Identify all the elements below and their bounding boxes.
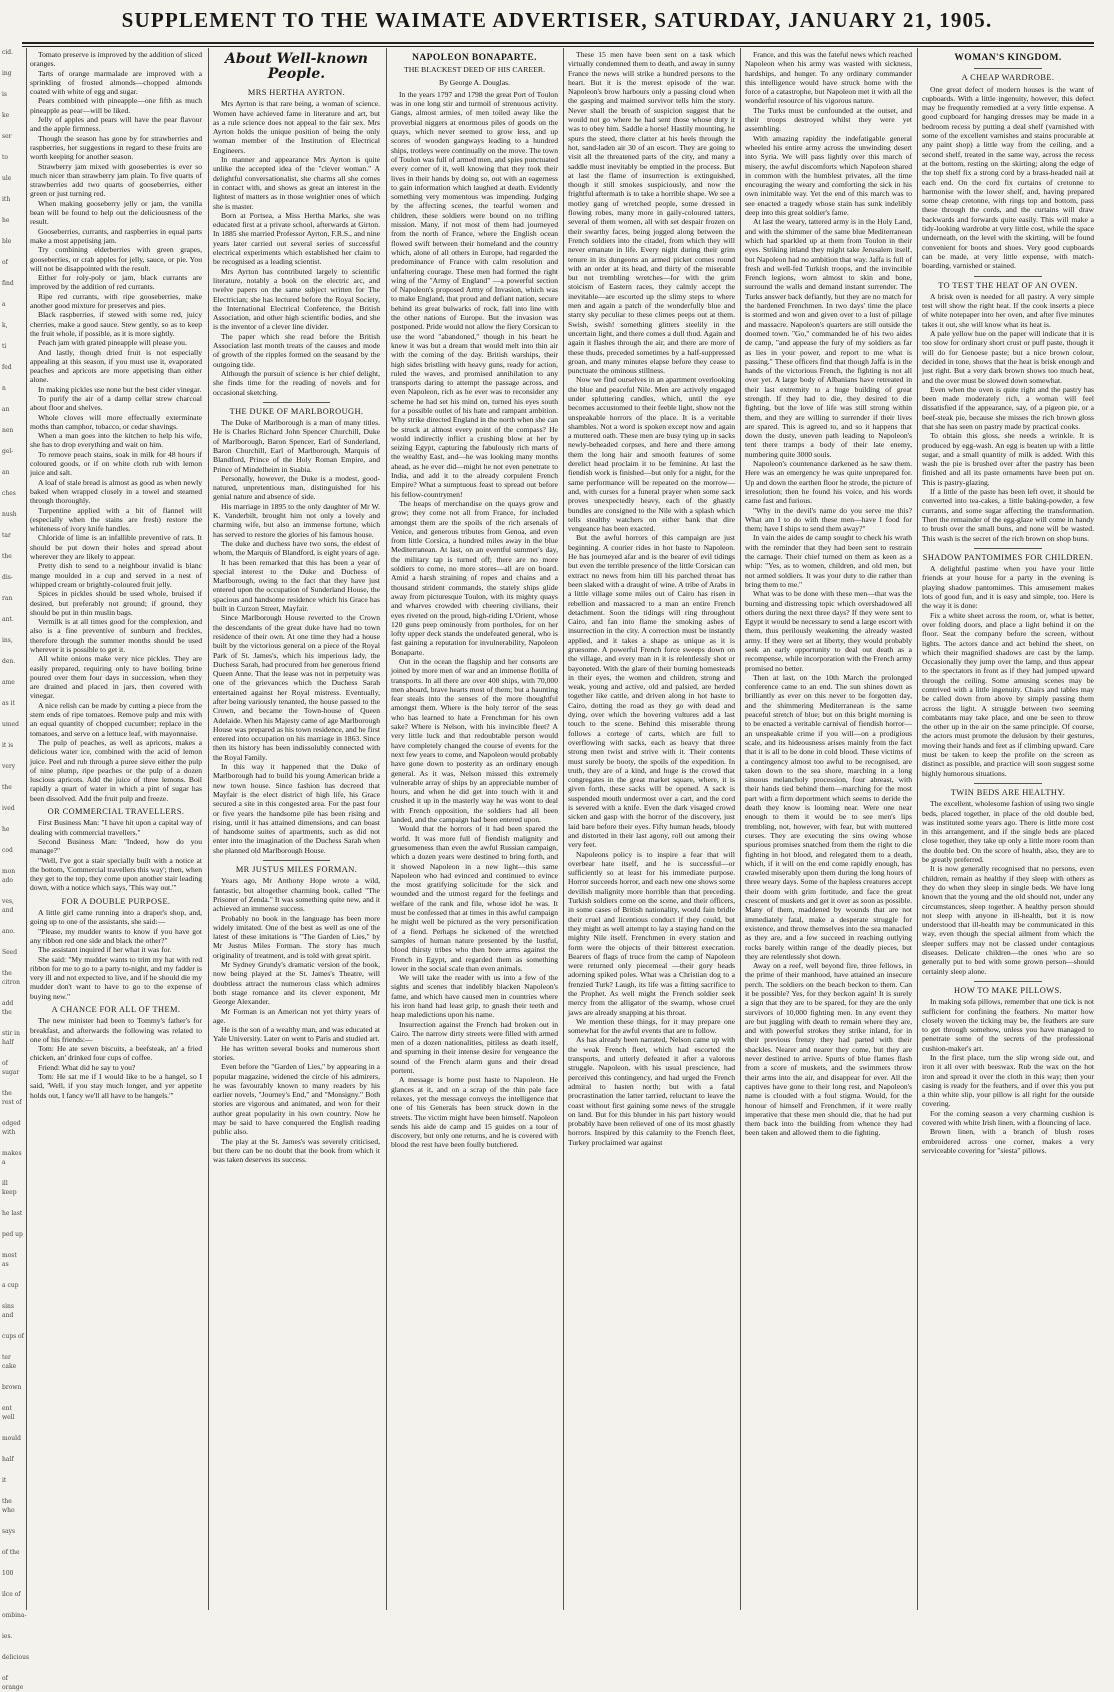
paragraph: But the awful horrors of this campaign are just beginning. A courier rides in hot haste to Napoleon. He has journeyed afar and is the bearer of evil tidings but even the terrible presence of the little Corsican can extract no news from him till his parched throat has been slaked with a draught of wine. A tribe of Arabs in a little village some miles out of Cairo has risen in rebellion and massacred to a man an entire French detachment. Soon the tidings will ring throughout Cairo, and fan into flame the smoking ashes of insurrection in the city. A correction must be instantly applied, and it takes a shape as unique as it is gruesome. A powerful French force sweeps down on the village, and every man in it is relentlessly shot or bayoneted. With the glare of their burning homesteads in their eyes, the women and children, strong and weak, young and active, old and palsied, are herded together like cattle, and driven along in hot haste to Cairo, dotting the road as they go with dead and dying, over which the hovering vultures add a last touch to the scene. Behind this miserable throng follows a cortege of carts, which are full to overflowing with sacks, each as heavy that three strong men twist and strive with it. Their contents must surely be booty, the spoils of the expedition. In truth, they are of a kind, and huge is the crowd that congregates in the great market square, where, it is given forth, these sacks will be opened. A sack is suspended mouth undermost over a cart, and the cord is severed with a knife. Even the dark visaged crowd sicken and gasp with the horror of the discovery, just laid bare before their eyes. Fifty human heads, bloody and distorted in their last agony, roll out among their very feet.	[568, 533, 735, 850]
margin-fragment: fed	[2, 364, 12, 371]
paragraph: A loaf of stale bread is almost as good as when newly baked when wrapped closely in a towel and steamed through thoroughly.	[30, 477, 202, 506]
margin-fragment: of	[2, 259, 8, 266]
margin-fragment: delicious	[2, 1654, 30, 1661]
paragraph: Mr Sydney Grundy's dramatic version of the book, now being played at the St. James's Theatre, will doubtless attract the numerous class which admires both stage romance and its clever exponent, Mr George Alexander.	[213, 960, 380, 1007]
margin-fragment: ill keep	[2, 1180, 17, 1196]
column-rule	[26, 48, 27, 1610]
margin-fragment: ant.	[2, 616, 14, 623]
paragraph: His marriage in 1895 to the only daughter of Mr W. K. Vanderbilt, brought him not only a lovely and charming wife, but also an immense fortune, which has served to restore the glories of his famous house.	[213, 501, 380, 539]
paragraph: He is the son of a wealthy man, and was educated at Yale University. Later on went to Paris and studied art.	[213, 1025, 380, 1044]
paragraph: With amazing rapidity the indefatigable general wheeled his entire army across the unwinding desert into Syria. We will pass lightly over this march of misery, the awful discomforts which Napoleon shared in common with the humblest privates, all the time encouraging the weary and comforting the sick in his own inimitable way. Yet the end of this march was to see enacted a tragedy whose stain has sunk indelibly deep into this great soldier's fame.	[745, 133, 912, 218]
margin-fragment: ves, and	[2, 898, 14, 914]
margin-fragment: nush	[2, 511, 17, 518]
paragraph: A pale yellow hue on the paper will indicate that it is too slow for ordinary short crust or puff paste, though it will do for Genoese paste; but a nice brown colour, decided in tone, shows that the heat is brisk enough and just right. But a very dark brown shows too much heat, and the over must be slowed down somewhat.	[922, 329, 1094, 385]
margin-fragment: is	[2, 91, 7, 98]
paragraph: He has written several books and numerous short stories.	[213, 1043, 380, 1062]
paragraph: In making pickles use none but the best cider vinegar.	[38, 384, 202, 394]
margin-fragment: dis-	[2, 574, 13, 581]
margin-fragment: ombina-	[2, 1612, 27, 1619]
paragraph: The heaps of merchandise on the quays grow and grow; they come not all from France, for included amongst them are the spoils of the rich arsenals of Venice, and generous tributes from Genoa, and even from little Corsica, a hundred miles away in the blue Mediterranean. At last, on an eventful summer's day, the military tap is turned off; there are no more soldiers to come, no more stores—all are on board. Amid a harsh straining of ropes and chains and a thousand strident commands, the stately ships glide away from picturesque Toulon, with its mighty quays and wharves crowded with cheering civilians, their eyes riveted on the proud, high-riding L'Orient, whose 120 guns peep ominously from portholes, for on her lofty upper deck stands the undefeated general, who is fast gaining a reputation for invulnerability, Napoleon Bonaparte.	[391, 498, 558, 657]
margin-fragment: cid.	[2, 49, 14, 56]
margin-fragment: the	[2, 784, 12, 791]
paragraph: Black raspberries, if stewed with some red, juicy cherries, make a good sauce. Stew gently, so as to keep the fruit whole, if possible, as it is more sightly.	[30, 310, 202, 338]
margin-fragment: 100	[2, 1570, 14, 1577]
margin-fragment: edged with	[2, 1120, 21, 1136]
paragraph: Tarts of orange marmalade are improved with a sprinkling of frosted almonds—chopped almonds coated with white of egg and sugar.	[30, 68, 202, 97]
byline: By George A. Douglas.	[439, 77, 510, 87]
paragraph: Insurrection against the French had broken out in Cairo. The narrow dirty streets were filled with armed men of a dozen nationalities, pitiless as death itself, and spurning in their intense desire for vengeance the sound of the French alarm guns and their dread portent.	[391, 1019, 558, 1076]
paragraph: For the coming season a very charming cushion is covered with white Irish linen, with a flouncing of lace.	[922, 1108, 1094, 1128]
margin-fragment: ent well	[2, 1405, 15, 1421]
paragraph: Fix a white sheet across the room, or, what is better, over folding doors, and place a light behind it on the floor. Seat the company before the screen, without lights. The actors dance and act behind the sheet, on which their magnified shadows are cast by the lamp. Occasionally they jump over the lamp, and thus appear to the spectators in front as if they had jumped upward through the ceiling. Some amusing scenes may be contrived with a little ingenuity. Chairs and tables may be called down from above by simply passing them across the light. A struggle between two seeming combatants may take place, and one be seen to throw the other up in the air on the same principle. Of course, the actors must promote the delusion by their gestures, moving their hands and feet as if climbing upward. Care must be taken to keep the profile on the screen as distinct as possible, and practice will soon suggest some highly humorous situations.	[922, 610, 1094, 778]
paragraph: Second Business Man: "Indeed, how do you manage?"	[30, 836, 202, 856]
section-heading: SHADOW PANTOMIMES FOR CHILDREN.	[922, 552, 1094, 562]
margin-fragment: k,	[2, 322, 8, 329]
margin-fragment: ith	[2, 196, 11, 203]
paragraph: It has been remarked that this has been a year of special interest to the Duke and Duchess of Marlborough, owing to the fact that they have just entered upon the occupation of Sunderland House, the spacious and handsome residence which his Grace has built in Curzon Street, Mayfair.	[213, 557, 380, 614]
margin-fragment: most as	[2, 1252, 17, 1268]
margin-fragment: he	[2, 826, 10, 833]
section-separator	[974, 783, 1043, 784]
left-margin-fragments	[2, 48, 30, 1691]
paragraph: In the years 1797 and 1798 the great Port of Toulon was in one long stir and turmoil of strenuous activity. Gangs, almost armies, of men toiled away like the proverbial niggers at enormous piles of goods on the quays, which never seemed to grow less, and up scores of wooden gangways leading to a hundred ships, trotleys were continually on the move. The town of Toulon was full of armed men, and spies punctuated every corner of it, well knowing that they took their lives in their hands by doing so, out with an eagerness to gain information which laughed at death. Evidently something very momentous was impending. Judging by the affecting scenes, the tearful women and children, these soldiers were bound on no trifling mission. Many, if not most of them had journeyed from the north of France, where the English ocean flowed swift between their homeland and the country which, alone of all others in Europe, had regarded the predominance of France with calm resolution and unfaltering courage. These men had formed the right wing of the "Army of England" —a powerful section of Napoleon's proposed Army of Invasion, which was to make England, that proud and defiant nation, secure behind its great bulwarks of rock, fall into line with the other nations of Europe. But the invasion was postponed. Pride would not allow the fiery Corsican to use the word "abandoned," though in his heart he knew it was but a dream that would melt into thin air with the coming of the day. British warships, their high sides bristling with heavy guns, ready for action, ruled the waves, and promised annihilation to any transports daring to attempt the passage across, and even Napoleon, rich as he ever was to reconsider any scheme he had set his mind on, turned his eyes south for a possible outlet of his hate and rampant ambition. Why strike directed England in the north when she can be struck at almost every point of the compass? He would indirectly inflict a crushing blow at her by seizing Egypt, capturing the fabulously rich marts of the wealthy East, and—he was looking many months ahead, as he ever did—might he not even penetrate to India, and add it to the already corpulent French Empire? What a sumptuous feast to spread out before his fellow-countrymen!	[391, 89, 558, 499]
paragraph: One great defect of modern houses is the want of cupboards. With a little ingenuity, however, this defect may be frequently remedied at a very little expense. A good cupboard for hanging dresses may be made in a bedroom recess by putting a deal shelf (varnished with some of the excellent varnishes and stains procurable at any paint shop) a little way from the ceiling, and a second shelf, treated in the same way, across the recess at the bottom, resting on the skirting; along the edge of the top shelf fix a strong cord by a brass-headed nail at each end. On the cord fix curtains of cretonne to harmonise with the lower shelf, and, having prepared some cheap cretonne, with rings top and bottom, pass these through the cords, and the curtains will draw backwards and forwards quite easily. This will make a tidy-looking wardrobe at very little cost, while the space underneath, on the level with the skirting, will be found convenient for boots and shoes. Very good cupboards can be made, at very little expense, with match-boarding, varnished or stained.	[922, 84, 1094, 271]
paragraph: Tom: He sat me if I would like to be a hangel, so I said, 'Well, if you stay much longer, and yer appetite holds out, I fancy we'll all have to be hangels.'"	[30, 1072, 202, 1100]
paragraph: First Business Man: "I have hit upon a capital way of dealing with commercial travellers."	[30, 818, 202, 837]
paragraph: She said: "My mudder wants to trim my hat with red ribbon for me to go to a party to-night, and my fadder is very ill and not expected to live, and if he should die my mudder don't want to have to go to the expense of buying new."	[30, 954, 202, 1001]
margin-fragment: ches	[2, 490, 16, 497]
section-separator	[974, 276, 1043, 277]
paragraph: A message is borne post haste to Napoleon. He glances at it, and on a scrap of the thin pale face relaxes, yet the message conveys the intelligence that one of his Generals has been struck down in the streets. The victim might have been himself. Napoleon sends his aide de camp and 15 guides on a tour of discovery, but only one returns, and he is covered with blood the rest have been foully butchered.	[391, 1075, 558, 1150]
article-title: WOMAN'S KINGDOM.	[954, 53, 1062, 63]
column-rule	[563, 48, 564, 1610]
margin-fragment: ies.	[2, 1633, 13, 1640]
masthead: SUPPLEMENT TO THE WAIMATE ADVERTISER, SATURDAY, JANUARY 21, 1905.	[121, 8, 993, 32]
paragraph: To obtain this gloss, she needs a wrinkle. It is produced by egg-wash. An egg is beaten up with a little sugar, and a small quantity of milk is added. With this wash the pie is brushed over after the pastry has been finished and all its paste ornaments have been put on. This is pastry-glazing.	[922, 431, 1094, 487]
paragraph: Even when the oven is quite right and the pastry has been made moderately rich, a woman will feel dissatisfied if the appearance, say, of a pigeon pie, or a beef-steak pie, because she misses the rich brown gloss that she has seen on pastry made by practical cooks.	[922, 384, 1094, 431]
paragraph: In manner and appearance Mrs Ayrton is quite unlike the accepted idea of the "clever woman." A delightful conversationalist, she charms all she comes in contact with, and shows as great an interest in the lightest of matters as in those weightier ones of which she is master.	[213, 155, 380, 211]
paragraph: As has already been narrated, Nelson came up with the weak French fleet, which had escorted the transports, and utterly defeated it after a valorous struggle. Napoleon, with his usual prescience, had perceived this contingency, and had urged the French admiral to hasten north; but with a fatal procrastination the latter tarried, reluctant to leave the coast without first gaining some news of the struggle on land. But for this blunder in his part history would probably have been relieved of one of its most ghastly horrors. Inspired by this calamity to the French fleet, Turkey proclaimed war against	[568, 1035, 735, 1147]
section-separator	[974, 548, 1043, 549]
paragraph: Mrs Ayrton has contributed largely to scientific literature, notably a book on the electric arc, and twelve papers on the same subject written for The Electrician; she has lectured before the Royal Society, the International Electrical Conference, the British Association, and other high scientific bodies, and she is the inventor of a clever line divider.	[213, 266, 380, 332]
margin-fragment: ilce of	[2, 1591, 21, 1598]
paragraph: To remove peach stains, soak in milk for 48 hours if coloured goods, or if on white cloth rub with lemon juice and salt.	[30, 449, 202, 478]
margin-fragment: very	[2, 763, 16, 770]
margin-fragment: ped up	[2, 1231, 23, 1238]
paragraph: The excellent, wholesome fashion of using two single beds, placed together, in place of the old double bed, was instituted some years ago. There is little more cost in this arrangement, and if the single beds are placed close together, they take up only a little more room than the double bed. On the score of health, also, they are to be greatly preferred.	[922, 799, 1094, 865]
article-title: NAPOLEON BONAPARTE.	[412, 53, 537, 63]
section-heading: TWIN BEDS ARE HEALTHY.	[950, 787, 1066, 797]
margin-fragment: an	[2, 406, 10, 413]
margin-fragment: ke	[2, 112, 10, 119]
paragraph: Either for roly-poly or jam, black currants are improved by the addition of red currants.	[30, 273, 202, 292]
section-heading: HOW TO MAKE PILLOWS.	[953, 985, 1063, 995]
paragraph: Even before the "Garden of Lies," by appearing in a popular magazine, widened the circle of his admirers, he was favourably known to many readers by his earlier novels, "Journey's End," and "Monsigny." Both stories are vigorous and animated, and won for their author great popularity in his own country. Now he may be said to have conquered the English reading public also.	[213, 1062, 380, 1137]
paragraph: Pretty dish to send to a neighbour invalid is blanc mange moulded in a cup and served in a nest of whipped cream or brightly-coloured fruit jelly.	[30, 561, 202, 589]
paragraph: A nice relish can be made by cutting a piece from the stem ends of ripe tomatoes. Remove pulp and mix with an equal quantity of chopped cucumber; replace in the tomatoes, and serve on a lettuce leaf, with mayonnaise.	[30, 700, 202, 738]
paragraph: The paper which she read before the British Association last month treats of the causes and mode of growth of the ripples formed on the seasand by the outgoing tide.	[213, 331, 380, 369]
paragraph: The Duke of Marlborough is a man of many titles. He is Charles Richard John Spencer Churchill, Duke of Marlborough, Baron Spencer, Earl of Sunderland, Baron Churchill, Earl of Marlborough, Marquis of Blandford, Prince of the Holy Roman Empire, and Prince of Mindelheim in Suabia.	[213, 418, 380, 474]
paragraph: Then at last, on the 10th March the prolonged conference came to an end. The sun shines down as brilliantly as ever on this never to be forgotten day, and the shimmering Mediterranean is the same peaceful stretch of blue; but on this bright morning is to be enacted a veritable carnival of fiendish horror—an unspeakable crime if you will—on a prodigious scale, and its hideousness arises mainly from the fact that it is all to be done in cold blood. These victims of a contingency almost too awful to be recognised, are taken down to the sea shore, marching in a long sinuous melancholy procession, four abreast, with their hands tied behind them—marching for the most part with a firm deportment which seems to deride the death they know is looming near. Were one near enough to them it would be to see men's lips trembling, not, however, with fear, but with muttered curses. They are executing the sins owing whose spurious promises snatched from them the right to die fighting in hot blood, and relegated them to a death, which, if it will on the end come rapidly enough, has crawled miserably upon them during the long hours of three weary days. Some of the hapless creatures accept their doom with grim fortitude, and face the great crescent of muskets and get it over as soon as possible. Many of them, maddened by wounds that are not immediately fatal, make a desperate struggle for existence, and throw themselves into the sea manacled as they are, and a few succeed in reaching outlying rocks barely within range of the deadly pieces, but they are relentlessly shot down.	[745, 672, 912, 961]
margin-fragment: mould	[2, 1435, 21, 1442]
paragraph: The play at the St. James's was severely criticised, but there can be no doubt that the book from which it was taken deserves its success.	[213, 1136, 380, 1165]
paragraph: Vermilk is at all times good for the complexion, and also is a fine preventive of sunburn and freckles, therefore through the summer months should be used wherever it is possible to get it.	[30, 617, 202, 654]
section-heading: A CHEAP WARDROBE.	[961, 73, 1055, 83]
margin-fragment: cups of	[2, 1333, 24, 1340]
margin-fragment: ame	[2, 679, 15, 686]
column-rule	[208, 48, 209, 1610]
margin-fragment: a	[2, 301, 6, 308]
paragraph: Ripe red currants, with ripe gooseberries, make another good mixture for preserves and pies.	[30, 291, 202, 311]
paragraph: A delightful pastime when you have your little friends at your house for a party in the evening is playing shadow pantomimes. This amusement makes lots of good fun, and it is easy and simple, too. Here is the way it is done:	[922, 564, 1094, 611]
paragraph: We will take the reader with us into a few of the sights and scenes that indelibly blacken Napoleon's fame, and which have caused men in countries where his iron hand had least grip, to gnash their teeth and heap maledictions upon his name.	[391, 973, 558, 1020]
column-household-hints	[30, 50, 202, 1610]
paragraph: Strawberry jam mixed with gooseberries is ever so much nicer than strawberry jam plain. To five quarts of strawberries add two quarts of gooseberries, either green or just turning red.	[30, 161, 202, 199]
paragraph: In making sofa pillows, remember that one tick is not sufficient for confining the feathers. No matter how closely woven the ticking may be, the feathers are sure to get through somehow, unless you have managed to penetrate some of the secrets of the professional cushion-maker's art.	[922, 997, 1094, 1053]
margin-fragment: tar	[2, 532, 11, 539]
paragraph: "Please, my mudder wants to know if you have got any ribbon red one side and black the other?"	[30, 926, 202, 945]
section-separator	[974, 68, 1043, 69]
margin-fragment: mon ado	[2, 868, 16, 884]
paragraph: In vain the aides de camp sought to check his wrath with the reminder that they had been sent to restrain the carnage. Their chief turned on them as keen as a whip: "Yes, as to women, children, and old men, but not armed soldiers. It was your duty to die rather than bring them to me."	[745, 533, 912, 589]
section-separator	[263, 860, 330, 861]
margin-fragment: n	[2, 385, 6, 392]
paragraph: In this way it happened that the Duke of Marlborough had to build his young American bride a new town house. Since fashion has decreed that Mayfair is the elect district of high life, his Grace secured a site in this congested area. For the past four or five years the handsome pile has been rising and rising, until it has attained dimensions, and can boast of handsome suites of apartments, such as did not enter into the imagination of the Duchess Sarah when she planned old Marlborough House.	[213, 762, 380, 855]
section-heading: OR COMMERCIAL TRAVELLERS.	[47, 807, 185, 817]
margin-fragment: an	[2, 469, 10, 476]
margin-fragment: gel-	[2, 448, 14, 455]
margin-fragment: of sugar	[2, 1060, 20, 1076]
section-separator	[263, 402, 330, 403]
paragraph: Pears combined with pineapple—one fifth as much pineapple as pear—will be liked.	[30, 96, 202, 115]
margin-fragment: ble	[2, 238, 12, 245]
paragraph: "Well, I've got a stair specially built with a notice at the bottom, 'Commercial travellers this way'; then, when they get to the top, they come upon another stair leading down, with a notice which says, 'This way out.'"	[30, 855, 202, 893]
column-napoleon-part1	[391, 50, 558, 1610]
paragraph: We mention these things, for it may prepare one somewhat for the awful events that are to follow.	[568, 1016, 735, 1036]
margin-fragment: it is	[2, 742, 14, 749]
margin-fragment: stir in half	[2, 1030, 20, 1046]
article-subtitle: THE BLACKEST DEED OF HIS CAREER.	[403, 65, 546, 75]
section-banner-title: About Well-known People.	[225, 51, 368, 82]
masthead-rule	[22, 42, 1094, 44]
margin-fragment: Seed	[2, 949, 18, 956]
paragraph: Away on a reef, well beyond fire, three fellows, in the prime of their manhood, have attained an insecure perch. The soldiers on the beach beckon to them. Can it be possible? Yes, for they beckon again! It is surely a sign that they are to be spared, for they are the only survivors of 10,000 fighting men. In any event they are but juggling with death to remain where they are, and with powerful strokes they strike inland, for in their previous frenzy they had parted with their shackles. Nearer and nearer they come, but they are never destined to arrive. Spurts of blue flames flash from a score of muskets, and the swimmers throw their arms into the air, and disappear for ever. All the captives have gone to their long rest, and Napoleon's name is clouded with a foul stigma. Would, for the honour of himself and Frenchmen, if it were really imperative that these men should die, that he had put them back into the building from whence they had been taken and allowed them to die fighting.	[745, 961, 912, 1138]
paragraph: Friend: What did he say to you?	[38, 1062, 136, 1072]
margin-fragment: as it	[2, 700, 15, 707]
margin-fragment: the who	[2, 1498, 15, 1514]
paragraph: To purify the air of a damp cellar strew charcoal about floor and shelves.	[30, 393, 202, 413]
margin-fragment: ter cake	[2, 1354, 17, 1370]
column-well-known-people	[213, 50, 380, 1610]
column-rule	[386, 48, 387, 1610]
paragraph: When making gooseberry jelly or jam, the vanilla bean will be found to help out the deliciousness of the result.	[30, 198, 202, 227]
paragraph: Turpentine applied with a bit of flannel will (especially when the stains are fresh) restore the whiteness of ivory knife handles.	[30, 505, 202, 534]
paragraph: Though the season has gone by for strawberries and raspberries, her suggestions in regard to these fruits are worth keeping for another season.	[30, 133, 202, 162]
column-rule	[917, 48, 918, 1610]
paragraph: A little girl came running into a draper's shop, and, going up to one of the assistants, she said:—	[30, 908, 202, 927]
margin-fragment: den.	[2, 658, 16, 665]
section-heading: TO TEST THE HEAT OF AN OVEN.	[938, 280, 1078, 290]
paragraph: Brown linen, with a branch of blush roses embroidered across one corner, makes a very serviceable covering for "siesta" pillows.	[922, 1127, 1094, 1155]
paragraph: Personally, however, the Duke is a modest, good-natured, unpretentious man, distinguished for his genial nature and absence of side.	[213, 473, 380, 502]
margin-fragment: sins and	[2, 1303, 14, 1319]
margin-fragment: nen	[2, 427, 14, 434]
paragraph: When a man goes into the kitchen to help his wife, she has to drop everything and wait on him.	[30, 431, 202, 450]
margin-fragment: find	[2, 280, 14, 287]
paragraph: These 15 men have been sent on a task which virtually condemned them to death, and away in sunny France the news will strike a hundred persons to the heart. But it is the merest episode of the war. Napoleon's brow harbours only a passing cloud when the gasping and maimed survivor tells him the story. Never shall the breath of suspicion suggest that he would not go where he had sent those whose duty it was to obey him. Saddle a horse! Hastily mounting, he spurs the steed, there clatter at his heels through the hot, sand-laden air 30 of an escort. They are going to visit all the threatened parts of the city, and many a saddle must inevitably be emptied in the process. But at last the flame of insurrection is extinguished, though it still smokes suspiciously, and now the frightful aftermath is to take a horrible shape. We see a motley gang of wretched people, some dressed in flowing robes, many more in gaily-coloured tatters, several of them women, all with set despair frozen on their swarthy faces, being jogged along between the French soldiers into the citadel, from which they will never emanate in life. Every night during their grim tenure in its dungeons an armed picket comes round with an order at its head, and thirty of the miserable but not trembling wretches—for with the grim stoicism of Eastern races, they calmly accept the inevitable—are escorted up the slimy steps to where men and again a patch of the wonderfully blue and starry sky peculiar to these climes peeps out at them. Swish, swish! something glitters steelily in the uncertain light, and there comes a dull thud. Again and again it flashes through the air, and there are more of these thuds, preceded sometimes by a half-suppressed groan, and many minutes elapse before they cease to punctuate the ominous stillness.	[568, 50, 735, 376]
paragraph: All white onions make very nice pickles. They are easily prepared, requiring only to have boiling brine poured over them four days in succession, when they are drained and placed in jars, then covered with vinegar.	[30, 654, 202, 701]
paragraph: Years ago, Mr Anthony Hope wrote a wild, fantastic, but altogether charming book, called "The Prisoner of Zenda." It was something quite new, and it achieved an immense success.	[213, 876, 380, 914]
margin-fragment: to	[2, 154, 9, 161]
margin-fragment: of the	[2, 1549, 20, 1556]
masthead-rule-thin	[22, 46, 1094, 47]
margin-fragment: ser	[2, 133, 12, 140]
margin-fragment: the citron	[2, 970, 21, 986]
margin-fragment: a cup	[2, 1282, 19, 1289]
margin-fragment: it	[2, 1477, 7, 1484]
paragraph: Try combining elderberries with green grapes, gooseberries, or crab apples for jelly, sauce, or pie. You will not be disappointed with the result.	[30, 245, 202, 273]
section-heading: MRS HERTHA AYRTON.	[247, 88, 346, 97]
margin-fragment: ule	[2, 175, 12, 182]
margin-fragment: ano.	[2, 928, 15, 935]
column-napoleon-part3	[745, 50, 912, 1610]
margin-fragment: he last	[2, 1210, 23, 1217]
paragraph: "Why in the devil's name do you serve me this? What am I to do with these men—have I food for them; have I ships to send them away?"	[745, 505, 912, 534]
column-napoleon-part2	[568, 50, 735, 1610]
margin-fragment: ti	[2, 343, 7, 350]
paragraph: Mr Forman is an American not yet thirty years of age.	[213, 1006, 380, 1025]
margin-fragment: add the	[2, 1000, 14, 1016]
paragraph: France, and this was the fateful news which reached Napoleon when his army was wasted with sickness, hardships, and hunger. To any ordinary commander this intelligence would have struck home with the force of a catastrophe, but Napoleon met it with all the wonderful resource of his vigorous nature.	[745, 50, 912, 106]
paragraph: Tomato preserve is improved by the addition of sliced oranges.	[30, 50, 202, 69]
paragraph: Spices in pickles should be used whole, bruised if desired, but preferably not ground; if ground, they should be put in thin muslin bags.	[30, 589, 202, 617]
paragraph: Out in the ocean the flagship and her consorts are joined by more men of war and an immense flotilla of transports. In all there are over 400 ships, with 70,000 men aboard, brave hearts most of them; but a haunting fear steals into the senses of the more thoughtful amongst them. Where is the holy terror of the seas who has learned to hate a Frenchman for his own sake? Where is Nelson, with his invincible fleet? A very little luck and that redoubtable person would have completely changed the course of events for the next few years to come, and Napoleon would probably have gone down to posterity as an ordinary enough general. As it was, Nelson missed this extremely vulnerable array of ships by an appreciable number of hours, and when he did get into touch with it and crushed it up in the masterly way he was wont to deal with French opposition, the soldiers had all been landed, and the campaign had been entered upon.	[391, 657, 558, 825]
paragraph: Although the pursuit of science is her chief delight, she finds time for the reading of novels and for occasional sketching.	[213, 368, 380, 397]
paragraph: A brisk oven is needed for all pastry. A very simple test will show the right heat. If the cook inserts a piece of white notepaper into her oven, and after five minutes takes it out, she will know what its heat is.	[922, 291, 1094, 329]
margin-fragment: ived	[2, 805, 15, 812]
margin-fragment: the	[2, 553, 12, 560]
paragraph: Since Marlborough House reverted to the Crown the descendants of the great duke have had no town residence of their own. At one time they had a house built by the victorious general on a piece of the Royal Park of St. James's, which his imperious lady, the Duchess Sarah, had procured from her generous friend Queen Anne. That the lease was not in perpetuity was one of the grievances which the Duchess Sarah entertained against her Royal mistress. Eventually, after being variously tenanted, the house passed to the Crown, and became the Town-house of Queen Adelaide. When his Majesty came of age Marlborough House was prepared as his town residence, and he first entered into occupation on his marriage in 1863. Since then its history has been indissolubly connected with the Royal Family.	[213, 613, 380, 762]
column-womans-kingdom	[922, 50, 1094, 1610]
paragraph: The assistant inquired if her what it was for.	[38, 945, 172, 955]
margin-fragment: makes a	[2, 1150, 22, 1166]
margin-fragment: ran	[2, 595, 13, 602]
paragraph: The new minister had been to Tommy's father's for breakfast, and afterwards the following was related to one of his friends:—	[30, 1016, 202, 1044]
paragraph: If a little of the paste has been left over, it should be converted into tea-cakes, a little baking-powder, a few currants, and some sugar affecting the transformation. Then the remainder of the egg-glaze will come in handy to brush over the small buns, and none will be wasted. This wash is the secret of the rich brown on shop buns.	[922, 487, 1094, 543]
paragraph: Would that the horrors of it had been spared the world. It was more full of fiendish malignity and gruesomeness than even the awful Russian campaign, which a dozen years were destined to bring forth, and it showed Napoleon in a new light—this same Napoleon who had evinced and continued to evince the most gratifying solicitude for the sick and wounded and the utmost regard for the feelings and welfare of the rank and file, whose idol he was. It must be confessed that at times in this awful campaign he might well be pictured as the very personification of a fiend. Perhaps he sickened of the wretched samples of human nature presented by the lustful, blood thirsty tribes who then bore arms against the French in Egypt, and regarded them as something lower in the social scale than even animals.	[391, 824, 558, 973]
section-heading: MR JUSTUS MILES FORMAN.	[235, 865, 358, 875]
section-separator	[974, 981, 1043, 982]
paragraph: The pulp of peaches, as well as apricots, makes a delicious water ice, combined with the acid of lemon juice. Peel and rub through a puree sieve either the pulp of nine plump, ripe peaches or the pulp of a dozen luscious apricots. Add the juice of three lemons. Boil rapidly a quart of water in which a pint of sugar has been dissolved. Add the fruit pulp and freeze.	[30, 737, 202, 803]
margin-fragment: ins,	[2, 637, 13, 644]
section-heading: A CHANCE FOR ALL OF THEM.	[51, 1004, 181, 1014]
paragraph: Napoleon's countenance darkened as he saw them. Here was an emergency he was quite unprepared for. Up and down the earthen floor he strode, the picture of irresolution; then he found his voice, and his words came fast and furious.	[745, 459, 912, 506]
paragraph: Gooseberries, currants, and raspberries in equal parts make a most appetising jam.	[30, 226, 202, 245]
paragraph: At last the weary, tattered army is in the Holy Land, and with the shimmer of the same blue Mediterranean which had sparkled up at them from Toulon in their eyes. Striking inland they might take Jerusalem itself, but Napoleon had no ambition that way. Jaffa is full of fresh and well-fed Turkish troops, and the invincible French legions, worn almost to skin and bone, surround the walls and demand instant surrender. The Turks answer back defiantly, but they are no match for the hardened Frenchmen. In two days' time the place is stormed and won and given over to a lust of pillage and massacre. Napoleon's quarters are still outside the doomed town. "Go," commanded he of his two aides de camp, "and appease the fury of my soldiers as far as lies in your power, and report to me what is passing." These officers find that though Jaffa is in the hands of the victorious French, the fighting is not all over yet. A large body of Albanians have retreated in their last extremity to a huge building of great strength. If they had to die, they desired to die fighting, but the love of life was still strong within them, and they are willing to surrender if their lives are spared. This is agreed to, and so it happens that down the dusty, uneven path leading to Napoleon's tent there tramps a body of their late enemy, numbering quite 3000 souls.	[745, 217, 912, 459]
margin-fragment: says	[2, 1528, 16, 1535]
paragraph: Probably no book in the language has been more widely imitated. One of the best as well as one of the latest of these imitations is "The Garden of Lies," by Mr Justus Miles Forman. The story has much originality of treatment, and is told with great spirit.	[213, 913, 380, 960]
margin-fragment: brown	[2, 1384, 22, 1391]
paragraph: And lastly, though dried fruit is not especially appealing at this season, if you must use it, evaporated peaches and apricots are more appetising than either alone.	[30, 347, 202, 385]
paragraph: Now we find ourselves in an apartment overlooking the blue and peaceful Nile. Men are actively engaged under spluttering candles, which, until the eye becomes accustomed to their feeble light, show not the unspeakable horrors of the place. It is a veritable shambles. Not a word is spoken except now and again a muttered oath. These men are busy tying up in sacks newly-beheaded corpses, and here and there among them the long hair and smooth features of some derelict head proclaim it to be feminine. At last the fiendish work is finished—but only for a night, for the same performance will be repeated on the morrow—and, with curses for a funeral prayer when some sack proves unexpectedly heavy, each of the ghastly bundles are consigned to the Nile with a splash which tells stealthy watchers on either bank that dire vengeance has been exacted.	[568, 375, 735, 534]
section-heading: THE DUKE OF MARLBOROUGH.	[229, 406, 364, 416]
paragraph: Tom: He ate seven biscuits, a beefsteak, an' a fried chicken, an' drinked four cups of coffee.	[30, 1044, 202, 1063]
paragraph: In the first place, turn the slip wrong side out, and iron it all over with beeswax. Rub the wax on the hot iron and spread it over the cloth in this way; then your casing is ready for the feathers, and if over this you put a thin white slip, your pillow is all right for the outside covering.	[922, 1052, 1094, 1109]
margin-fragment: ing	[2, 70, 12, 77]
paragraph: The duke and duchess have two sons, the eldest of whom, the Marquis of Blandford, is eight years of age.	[213, 538, 380, 558]
paragraph: Mrs Ayrton is that rare being, a woman of science. Women have achieved fame in literature and art, but as a rule science does not appeal to the fair sex. Mrs Ayrton holds the unique position of being the only woman member of the Institution of Electrical Engineers.	[213, 99, 380, 155]
paragraph: Napoleons policy is to inspire a fear that will overbear hate itself, and he is successful—or sufficiently so at least for his immediate purpose. Horror succeeds horror, and each new one shows some devilish malignity more horrible than that preceding. Turkish soldiers come on the scene, and their officers, in some cases of British nationality, would fain bridle their cruel and licentious conduct if they could, but they might as well attempt to lay a staying hand on the mighty Nile itself. Frenchmen in every station and form were the objects of their bitterest execration. Bearers of flags of truce from the camp of Napoleon were returned only piecemeal —their gory heads adorning spiked poles. What was a Christian dog to a frenzied Turk? Laugh, its life was a fitting sacrifice to the Prophet. As well might the French soldier seek mercy from the alligator of the swamp, whose cruel jaws are already snapping at his throat.	[568, 849, 735, 1017]
margin-fragment: umed	[2, 721, 19, 728]
paragraph: What was to be done with these men—that was the burning and distressing topic which overshadowed all others during the next three days? If they were sent to Egypt it would be necessary to send a large escort with them, thus perilously weakening the already wasted army. If they were set at liberty, they would probably seek an early opportunity to deal out death as a recompense, while incorporation with the French army promised no better.	[745, 589, 912, 673]
column-rule	[740, 48, 741, 1610]
paragraph: Jelly of apples and pears will have the pear flavour and the apple firmness.	[30, 115, 202, 134]
margin-fragment: he	[2, 217, 10, 224]
paragraph: It is now generally recognised that no persons, even children, remain as healthy if they sleep with others as they do when they sleep in single beds. We have long known that the young and the old should not, under any circumstances, sleep together. A healthy person should not sleep with anyone in ill-health, but it is now understood that ill-health may be communicated in this way, even though the special ailment from which the sleeper suffers may not be classed under contagious diseases. Delicate children—the ones who are so generally put to bed with some grown person—should certainly sleep alone.	[922, 864, 1094, 976]
margin-fragment: the rest of	[2, 1090, 22, 1106]
paragraph: Chloride of lime is an infallible preventive of rats. It should be put down their holes and spread about wherever they are likely to appear.	[30, 533, 202, 562]
paragraph: Peach jam with grated pineapple will please you.	[38, 338, 187, 348]
margin-fragment: half	[2, 1456, 14, 1463]
paragraph: The Turks must be confounded at the outset, and their troops destroyed whilst they were yet assembling.	[745, 105, 912, 134]
section-heading: FOR A DOUBLE PURPOSE.	[61, 896, 171, 906]
margin-fragment: cod	[2, 847, 13, 854]
paragraph: Whole cloves will more effectually exterminate moths than camphor, tobacco, or cedar shavings.	[30, 412, 202, 431]
margin-fragment: of orange	[2, 1675, 24, 1691]
paragraph: Born at Portsea, a Miss Hertha Marks, she was educated first at a private school, afterwards at Girton. In 1885 she married Professor Ayrton, F.R.S., and nine years later carried out several series of successful electrical experiments which established her claim to be recognised as a leading scientist.	[213, 210, 380, 267]
